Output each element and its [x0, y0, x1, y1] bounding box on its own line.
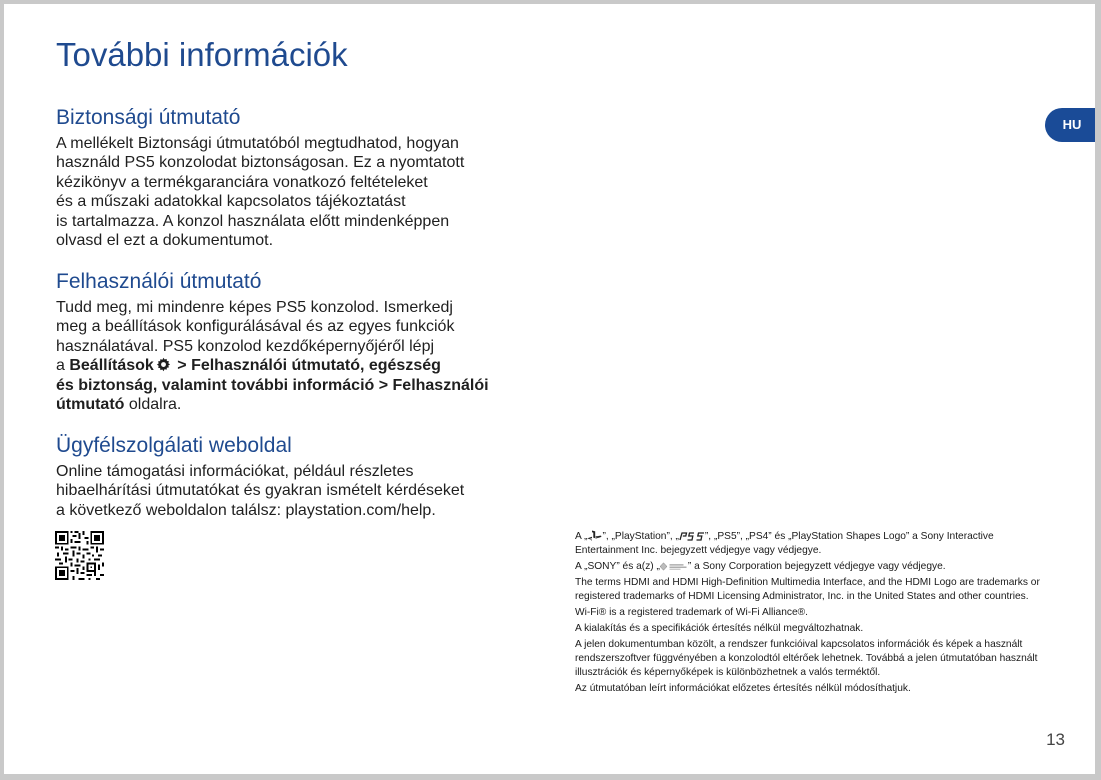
qr-code-icon[interactable]	[55, 531, 104, 580]
body-line: olvasd el ezt a dokumentumot.	[56, 232, 274, 250]
sony-make-believe-logo-icon	[660, 562, 688, 571]
notice-text: A „	[575, 531, 588, 542]
menu-path: > Felhasználói útmutató, egészség	[172, 357, 441, 375]
notice-paragraph: The terms HDMI and HDMI High-Definition Multimedia Interface, and the HDMI Logo are trademarks or registered trademarks of HDMI Licensing Administrator, Inc. in the United States and other countries.	[575, 577, 1040, 602]
body-line: A mellékelt Biztonsági útmutatóból megtudhatod, hogyan	[56, 135, 459, 152]
section-body	[56, 134, 506, 250]
notice-paragraph: Az útmutatóban leírt információkat előzetes értesítés nélkül módosíthatjuk.	[575, 683, 911, 694]
menu-path-line: és biztonság, valamint további információ > Felhasználói	[56, 376, 489, 394]
section-heading: Biztonsági útmutató	[56, 106, 241, 129]
body-line	[56, 395, 506, 414]
menu-path-end: útmutató	[56, 396, 125, 414]
body-line: Online támogatási információkat, például részletes	[56, 463, 414, 480]
body-line: kézikönyv a termékgaranciára vonatkozó feltételeket	[56, 173, 428, 191]
body-line: és a műszaki adatokkal kapcsolatos tájékoztatást	[56, 193, 406, 211]
body-line: hibaelhárítási útmutatókat és gyakran ismételt kérdéseket	[56, 482, 465, 500]
page-title: További információk	[56, 36, 348, 73]
section-heading: Felhasználói útmutató	[56, 270, 262, 293]
body-text: a	[56, 357, 70, 375]
section-body	[56, 298, 506, 414]
notice-paragraph: A jelen dokumentumban közölt, a rendszer funkcióival kapcsolatos információk és képek a használt rendszerszoftver függvényében a konzolodtól eltérőek lehetnek. Továbbá a jelen útmutatóban használt illusztrációk és képernyőképek is különbözhetnek a valós terméktől.	[575, 639, 1038, 678]
ps-logo-icon	[587, 530, 602, 541]
body-line: a következő weboldalon találsz: playstation.com/help.	[56, 501, 436, 519]
body-line	[56, 356, 506, 375]
section-body	[56, 462, 506, 520]
section-safety-guide	[56, 106, 506, 250]
body-line: meg a beállítások konfigurálásával és az egyes funkciók	[56, 318, 455, 336]
notice-paragraph: Wi-Fi® is a registered trademark of Wi-Fi Alliance®.	[575, 607, 808, 618]
trademark-notice	[575, 530, 1045, 698]
ps5-wordmark-icon	[679, 532, 705, 541]
notice-paragraph	[575, 560, 1045, 574]
section-support-website	[56, 434, 506, 520]
notice-text: ” a Sony Corporation bejegyzett védjegye vagy védjegye.	[687, 561, 946, 572]
notice-paragraph: A kialakítás és a specifikációk értesítés nélkül megváltozhatnak.	[575, 623, 864, 634]
body-line: Tudd meg, mi mindenre képes PS5 konzolod. Ismerkedj	[56, 299, 453, 316]
notice-text: A „SONY” és a(z) „	[575, 561, 660, 572]
body-text: oldalra.	[124, 396, 182, 414]
body-line: használd PS5 konzolodat biztonságosan. Ez a nyomtatott	[56, 154, 465, 172]
notice-text: ”, „PS5”, „PS4” és „PlayStation Shapes Logo” a Sony Interactive Entertainment Inc. bejegyzett védjegye vagy védjegye.	[575, 531, 994, 556]
section-heading: Ügyfélszolgálati weboldal	[56, 434, 292, 457]
page-number: 13	[1046, 730, 1065, 749]
notice-text: ”, „PlayStation”, „	[602, 531, 679, 542]
settings-menu-name: Beállítások	[69, 357, 154, 375]
body-line: használatával. PS5 konzolod kezdőképernyőjéről lépj	[56, 337, 435, 355]
language-tab: HU	[1045, 108, 1095, 142]
notice-paragraph	[575, 530, 1045, 558]
manual-page	[4, 4, 1095, 774]
section-user-guide	[56, 270, 506, 414]
body-line: is tartalmazza. A konzol használata előtt mindenképpen	[56, 212, 450, 230]
gear-icon	[156, 357, 171, 372]
